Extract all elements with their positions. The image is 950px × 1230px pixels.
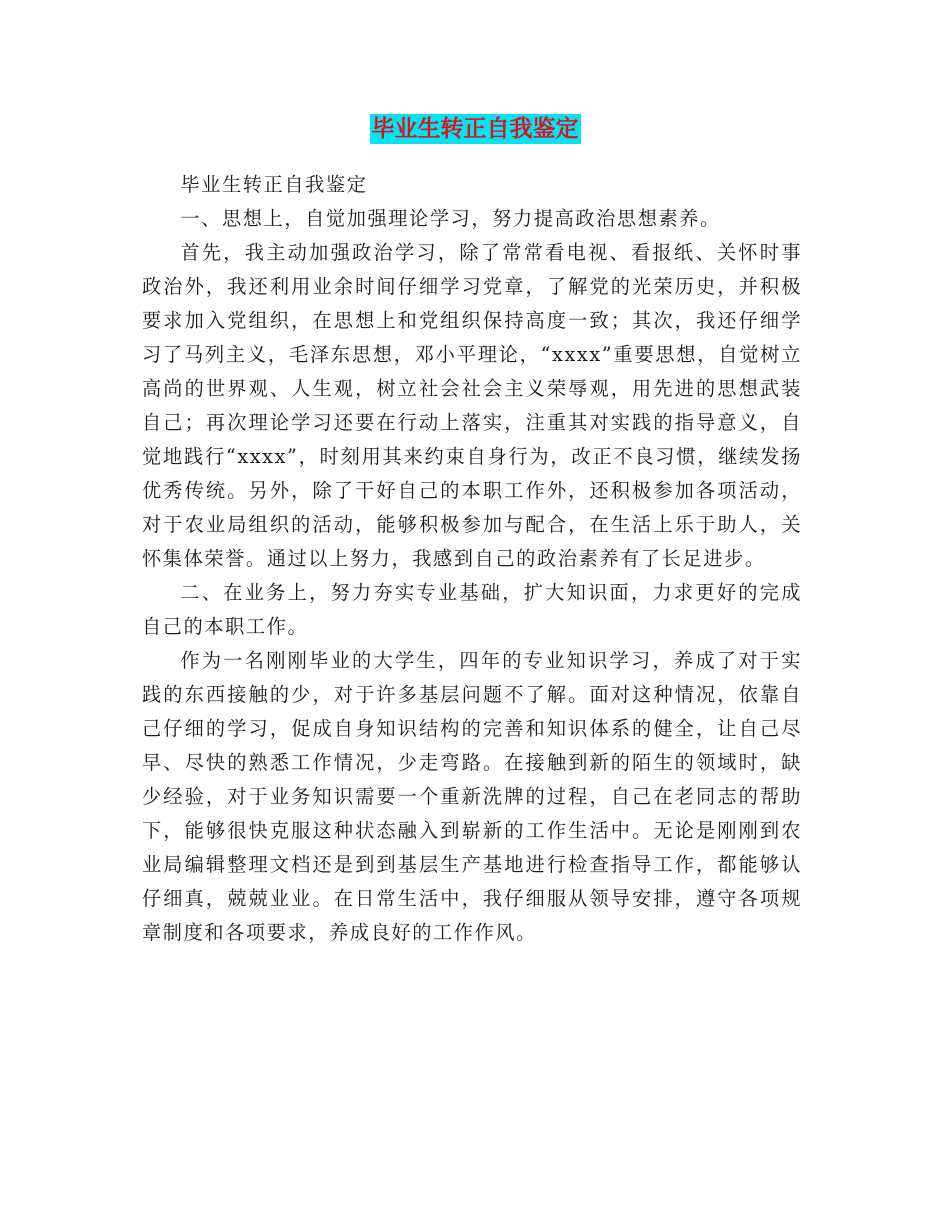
document-title: 毕业生转正自我鉴定 bbox=[371, 116, 579, 142]
paragraph-section-2-heading: 二、在业务上，努力夯实专业基础，扩大知识面，力求更好的完成自己的本职工作。 bbox=[142, 581, 802, 638]
paragraph-subtitle: 毕业生转正自我鉴定 bbox=[180, 173, 368, 196]
document-body bbox=[142, 168, 802, 950]
paragraph-section-1-body: 首先，我主动加强政治学习，除了常常看电视、看报纸、关怀时事政治外，我还利用业余时间仔细学习党章，了解党的光荣历史，并积极要求加入党组织，在思想上和党组织保持高度一致；其次，我还仔细学习了马列主义，毛泽东思想，邓小平理论，“xxxx”重要思想，自觉树立高尚的世界观、人生观，树立社会社会主义荣辱观，用先进的思想武装自己；再次理论学习还要在行动上落实，注重其对实践的指导意义，自觉地践行“xxxx”，时刻用其来约束自身行为，改正不良习惯，继续发扬优秀传统。另外，除了干好自己的本职工作外，还积极参加各项活动，对于农业局组织的活动，能够积极参加与配合，在生活上乐于助人，关怀集体荣誉。通过以上努力，我感到自己的政治素养有了长足进步。 bbox=[142, 241, 802, 570]
paragraph-section-2-body: 作为一名刚刚毕业的大学生，四年的专业知识学习，养成了对于实践的东西接触的少，对于许多基层问题不了解。面对这种情况，依靠自己仔细的学习，促成自身知识结构的完善和知识体系的健全，让自己尽早、尽快的熟悉工作情况，少走弯路。在接触到新的陌生的领域时，缺少经验，对于业务知识需要一个重新洗牌的过程，自己在老同志的帮助下，能够很快克服这种状态融入到崭新的工作生活中。无论是刚刚到农业局编辑整理文档还是到到基层生产基地进行检查指导工作，都能够认仔细真，兢兢业业。在日常生活中，我仔细服从领导安排，遵守各项规章制度和各项要求，养成良好的工作作风。 bbox=[142, 649, 802, 944]
title-container bbox=[0, 114, 950, 144]
paragraph-section-1-heading: 一、思想上，自觉加强理论学习，努力提高政治思想素养。 bbox=[180, 207, 721, 230]
